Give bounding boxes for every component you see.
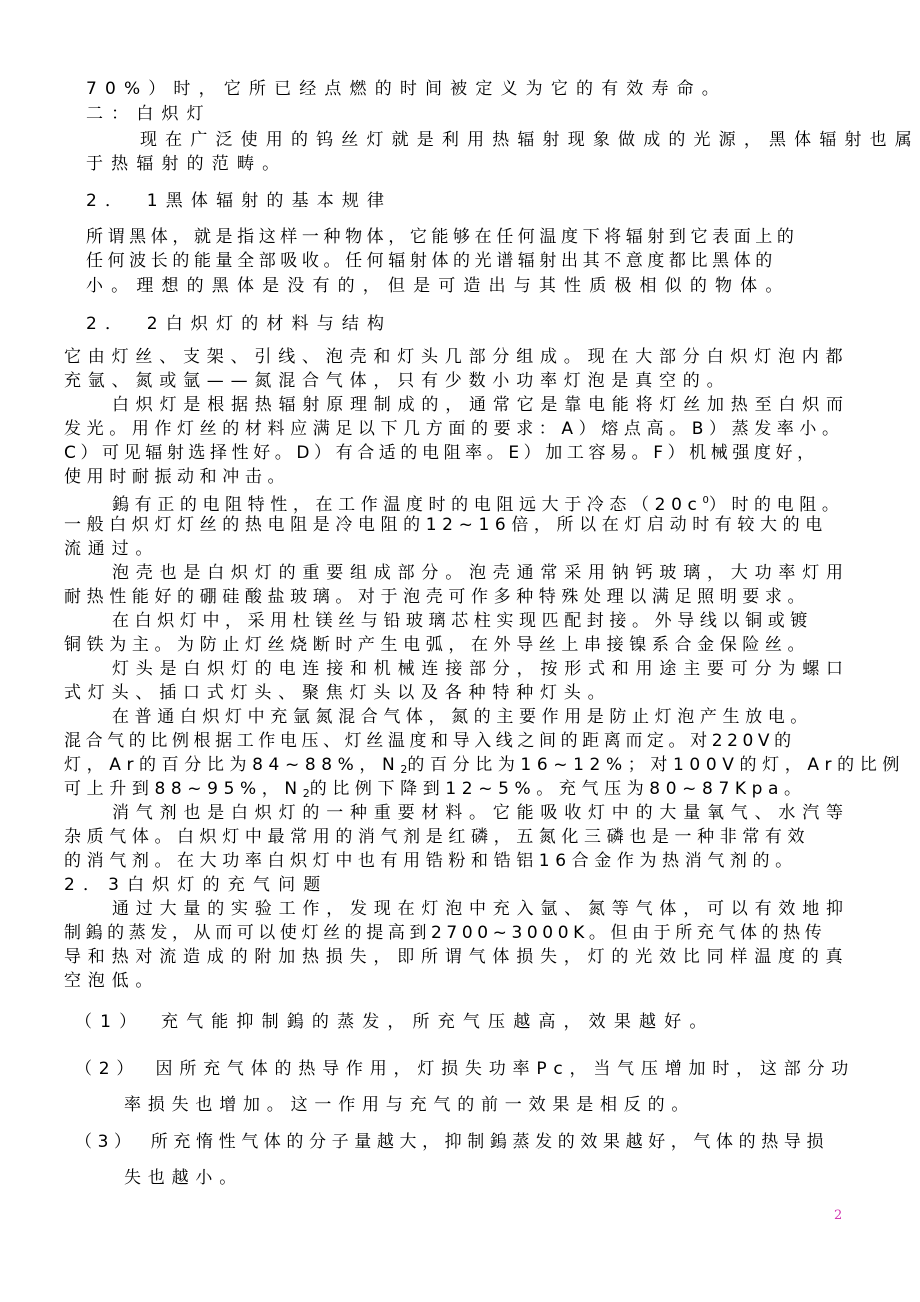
text-line: 小。理想的黑体是没有的，但是可造出与其性质极相似的物体。 (86, 276, 791, 296)
list-item: （3） 所充惰性气体的分子量越大，抑制鎢蒸发的效果越好，气体的热导损 (75, 1132, 830, 1152)
subscript: 2 (400, 763, 408, 776)
text-line: 通过大量的实验工作，发现在灯泡中充入氩、氮等气体，可以有效地抑 (112, 899, 850, 919)
text-line: 杂质气体。白炽灯中最常用的消气剂是红磷，五氮化三磷也是一种非常有效 (64, 827, 811, 847)
text-line: 所谓黑体，就是指这样一种物体，它能够在任何温度下将辐射到它表面上的 (86, 227, 799, 247)
text-line: 于热辐射的范畴。 (86, 154, 288, 174)
text-line: 任何波长的能量全部吸收。任何辐射体的光谱辐射出其不意度都比黑体的 (86, 251, 777, 271)
superscript: 0 (702, 495, 709, 506)
text-line: 制鎢的蒸发，从而可以使灯丝的提高到2700~3000K。但由于所充气体的热传 (64, 923, 827, 943)
text-run: 灯，Ar的百分比为84~88%，N (64, 755, 401, 775)
text-line: 泡壳也是白炽灯的重要组成部分。泡壳通常采用钠钙玻璃，大功率灯用 (112, 563, 850, 583)
list-item: （1） 充气能抑制鎢的蒸发，所充气压越高，效果越好。 (75, 1012, 715, 1032)
text-line: 白炽灯是根据热辐射原理制成的，通常它是靠电能将灯丝加热至白炽而 (112, 395, 850, 415)
page-number: 2 (834, 1208, 843, 1223)
text-line: 70%）时，它所已经点燃的时间被定义为它的有效寿命。 (86, 79, 727, 99)
list-item: （2） 因所充气体的热导作用，灯损失功率Pc，当气压增加时，这部分功 (75, 1059, 856, 1079)
text-line: 在普通白炽灯中充氩氮混合气体，氮的主要作用是防止灯泡产生放电。 (112, 707, 813, 727)
text-line: 率损失也增加。这一作用与充气的前一效果是相反的。 (124, 1095, 696, 1115)
text-line: 现在广泛使用的钨丝灯就是利用热辐射现象做成的光源，黑体辐射也属 (140, 130, 920, 150)
text-run: 鎢有正的电阻特性，在工作温度时的电阻远大于冷态（20c (112, 495, 703, 515)
text-line: 灯头是白炽灯的电连接和机械连接部分，按形式和用途主要可分为螺口 (112, 659, 850, 679)
text-line: 失也越小。 (124, 1168, 243, 1188)
section-heading: 二：白炽灯 (86, 104, 212, 124)
text-line: 式灯头、插口式灯头、聚焦灯头以及各种特种灯头。 (64, 683, 612, 703)
section-heading: 2． 1黑体辐射的基本规律 (86, 191, 393, 211)
text-line: 混合气的比例根据工作电压、灯丝温度和导入线之间的距离而定。对220V的 (64, 731, 796, 751)
text-line: 在白炽灯中，采用杜镁丝与铅玻璃芯柱实现匹配封接。外导线以铜或镀 (112, 611, 813, 631)
text-run: 的百分比为16~12%；对100V的灯，Ar的比例 (407, 755, 905, 775)
text-run: 可上升到88~95%，N (64, 779, 303, 799)
text-line: 消气剂也是白炽灯的一种重要材料。它能吸收灯中的大量氧气、水汽等 (112, 803, 850, 823)
text-run: ）时的电阻。 (708, 495, 845, 515)
text-line: 流通过。 (64, 539, 160, 559)
text-line: 空泡低。 (64, 971, 160, 991)
subscript: 2 (302, 787, 310, 800)
section-heading: 2． 2白炽灯的材料与结构 (86, 314, 393, 334)
text-line: 导和热对流造成的附加热损失，即所谓气体损失，灯的光效比同样温度的真 (64, 947, 850, 967)
text-line: 它由灯丝、支架、引线、泡壳和灯头几部分组成。现在大部分白炽灯泡内都 (64, 347, 850, 367)
text-line: 使用时耐振动和冲击。 (64, 467, 291, 487)
section-heading: 2．3白炽灯的充气问题 (64, 875, 329, 895)
text-line: 一般白炽灯灯丝的热电阻是冷电阻的12~16倍，所以在灯启动时有较大的电 (64, 515, 828, 535)
text-line: 发光。用作灯丝的材料应满足以下几方面的要求：A）熔点高。B）蒸发率小。 (64, 419, 845, 439)
text-line: C）可见辐射选择性好。D）有合适的电阻率。E）加工容易。F）机械强度好， (64, 443, 819, 463)
text-line: 铜铁为主。为防止灯丝烧断时产生电弧，在外导丝上串接镍系合金保险丝。 (64, 635, 811, 655)
text-run: 的比例下降到12~5%。充气压为80~87Kpa。 (309, 779, 807, 799)
text-line: 耐热性能好的硼硅酸盐玻璃。对于泡壳可作多种特殊处理以满足照明要求。 (64, 587, 811, 607)
text-line: 的消气剂。在大功率白炽灯中也有用锆粉和锆铝16合金作为热消气剂的。 (64, 851, 798, 871)
text-line: 充氩、氮或氩——氮混合气体，只有少数小功率灯泡是真空的。 (64, 371, 731, 391)
